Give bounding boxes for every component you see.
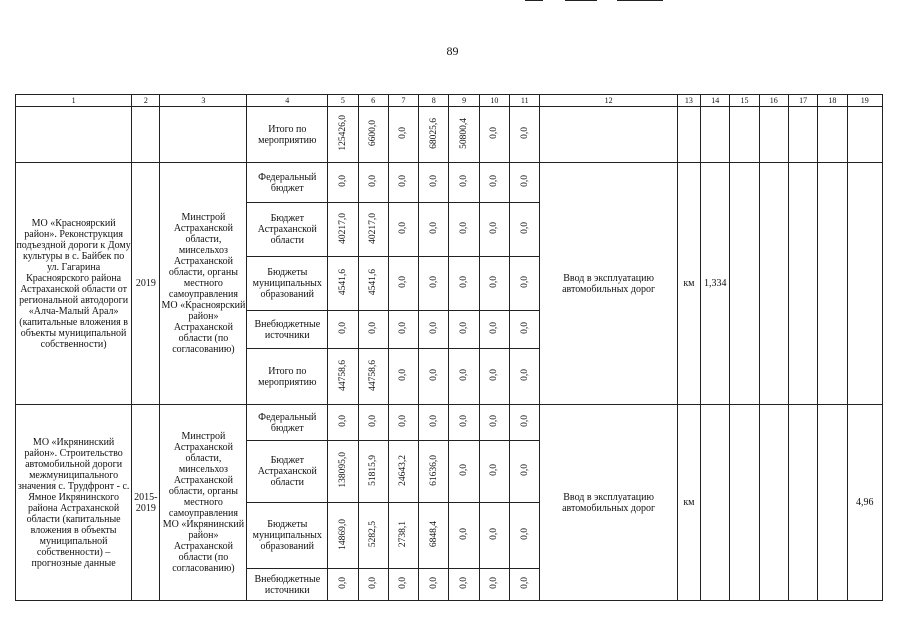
- column-number: 19: [847, 95, 882, 107]
- column-number: 2: [132, 95, 160, 107]
- value-cell: 0,0: [358, 405, 388, 441]
- years-cell: 2019: [132, 163, 160, 405]
- indicator-cell: Внебюджетные источники: [247, 569, 328, 601]
- value-cell: 68025,6: [419, 107, 449, 163]
- value-cell: 5282,5: [358, 503, 388, 569]
- value-cell: 125426,0: [328, 107, 358, 163]
- value-cell: 0,0: [479, 349, 509, 405]
- value-cell: 0,0: [328, 569, 358, 601]
- municipality-cell: МО «Икрянинский район». Строительство автомобильной дороги межмуниципального значения с. Трудфронт - с. Ямное Икрянинского района Астраханской области (капитальные вложения в объекты муниципальной собственности) – прогнозные данные: [16, 405, 132, 601]
- value-cell: 0,0: [479, 257, 509, 311]
- result-cell: Ввод в эксплуатацию автомобильных дорог: [540, 163, 677, 405]
- column-number: 10: [479, 95, 509, 107]
- value-cell: 2738,1: [388, 503, 418, 569]
- value-cell: 138095,0: [328, 441, 358, 503]
- value-cell: 0,0: [479, 569, 509, 601]
- result-cell: Ввод в эксплуатацию автомобильных дорог: [540, 405, 677, 601]
- unit-cell: [677, 107, 700, 163]
- column-number: 11: [510, 95, 540, 107]
- value-cell: 40217,0: [358, 203, 388, 257]
- value-cell: 50800,4: [449, 107, 479, 163]
- value-cell: 0,0: [449, 569, 479, 601]
- table-row: [16, 405, 883, 441]
- value-cell: 0,0: [510, 349, 540, 405]
- executor-cell: Минстрой Астраханской области, минсельхоз Астраханской области, органы местного самоуправления МО «Красноярский район» Астраханской области (по согласованию): [160, 163, 247, 405]
- column-number: 18: [818, 95, 847, 107]
- column-number: 1: [16, 95, 132, 107]
- value-cell: 0,0: [419, 569, 449, 601]
- indicator-cell: Итого по мероприятию: [247, 349, 328, 405]
- budget-table: [15, 94, 883, 601]
- value-cell: 0,0: [388, 569, 418, 601]
- target-cell: [730, 107, 759, 163]
- value-cell: 0,0: [449, 257, 479, 311]
- executor-cell: [160, 107, 247, 163]
- value-cell: 0,0: [388, 203, 418, 257]
- column-number: 14: [701, 95, 730, 107]
- table-row: [16, 163, 883, 203]
- target-cell: [788, 405, 817, 601]
- column-number: 7: [388, 95, 418, 107]
- column-number: 5: [328, 95, 358, 107]
- value-cell: 6848,4: [419, 503, 449, 569]
- value-cell: 0,0: [419, 163, 449, 203]
- column-number: 8: [419, 95, 449, 107]
- value-cell: 0,0: [510, 441, 540, 503]
- value-cell: 40217,0: [328, 203, 358, 257]
- value-cell: 0,0: [449, 311, 479, 349]
- target-cell-2015: 1,334: [701, 163, 730, 405]
- column-number-row: [16, 95, 883, 107]
- executor-cell: Минстрой Астраханской области, минсельхоз Астраханской области, органы местного самоуправления МО «Икрянинский район» Астраханской области (по согласованию): [160, 405, 247, 601]
- value-cell: 44758,6: [358, 349, 388, 405]
- indicator-cell: Бюджеты муниципальных образований: [247, 257, 328, 311]
- value-cell: 61636,0: [419, 441, 449, 503]
- value-cell: 0,0: [419, 203, 449, 257]
- indicator-cell: Итого по мероприятию: [247, 107, 328, 163]
- value-cell: 0,0: [328, 405, 358, 441]
- value-cell: 0,0: [510, 257, 540, 311]
- years-cell: [132, 107, 160, 163]
- value-cell: 0,0: [479, 163, 509, 203]
- value-cell: 0,0: [388, 163, 418, 203]
- value-cell: 0,0: [388, 349, 418, 405]
- column-number: 3: [160, 95, 247, 107]
- target-cell-2019: 4,96: [847, 405, 882, 601]
- value-cell: 6600,0: [358, 107, 388, 163]
- value-cell: 0,0: [388, 257, 418, 311]
- value-cell: 0,0: [388, 405, 418, 441]
- years-cell: 2015-2019: [132, 405, 160, 601]
- target-cell: [788, 163, 817, 405]
- value-cell: 0,0: [419, 349, 449, 405]
- value-cell: 0,0: [479, 107, 509, 163]
- indicator-cell: Бюджет Астраханской области: [247, 203, 328, 257]
- column-number: 16: [759, 95, 788, 107]
- value-cell: 0,0: [479, 405, 509, 441]
- value-cell: 51815,9: [358, 441, 388, 503]
- value-cell: 0,0: [358, 311, 388, 349]
- value-cell: 0,0: [449, 163, 479, 203]
- value-cell: 0,0: [419, 405, 449, 441]
- value-cell: 0,0: [449, 405, 479, 441]
- target-cell: [730, 163, 759, 405]
- target-cell: [818, 163, 847, 405]
- target-cell-2019: [847, 163, 882, 405]
- value-cell: 0,0: [510, 311, 540, 349]
- value-cell: 0,0: [449, 203, 479, 257]
- value-cell: 0,0: [419, 311, 449, 349]
- result-cell: [540, 107, 677, 163]
- value-cell: 0,0: [388, 311, 418, 349]
- value-cell: 44758,6: [328, 349, 358, 405]
- indicator-cell: Бюджеты муниципальных образований: [247, 503, 328, 569]
- value-cell: 0,0: [358, 163, 388, 203]
- value-cell: 0,0: [479, 311, 509, 349]
- column-number: 13: [677, 95, 700, 107]
- column-number: 15: [730, 95, 759, 107]
- value-cell: 0,0: [419, 257, 449, 311]
- value-cell: 0,0: [479, 503, 509, 569]
- target-cell-2015: [701, 405, 730, 601]
- column-number: 9: [449, 95, 479, 107]
- value-cell: 4541,6: [358, 257, 388, 311]
- page-number: 89: [446, 44, 459, 58]
- value-cell: 0,0: [510, 405, 540, 441]
- target-cell: [759, 405, 788, 601]
- indicator-cell: Федеральный бюджет: [247, 163, 328, 203]
- table-row: [16, 107, 883, 163]
- unit-cell: км: [677, 163, 700, 405]
- municipality-cell: [16, 107, 132, 163]
- value-cell: 4541,6: [328, 257, 358, 311]
- target-cell: [759, 107, 788, 163]
- top-rule-lines: [525, 0, 665, 2]
- column-number: 4: [247, 95, 328, 107]
- target-cell: [788, 107, 817, 163]
- column-number: 6: [358, 95, 388, 107]
- indicator-cell: Внебюджетные источники: [247, 311, 328, 349]
- unit-cell: км: [677, 405, 700, 601]
- value-cell: 0,0: [449, 349, 479, 405]
- column-number: 17: [788, 95, 817, 107]
- value-cell: 0,0: [510, 203, 540, 257]
- value-cell: 0,0: [479, 441, 509, 503]
- indicator-cell: Федеральный бюджет: [247, 405, 328, 441]
- value-cell: 0,0: [328, 163, 358, 203]
- target-cell: [818, 107, 847, 163]
- value-cell: 14869,0: [328, 503, 358, 569]
- value-cell: 0,0: [510, 163, 540, 203]
- target-cell: [818, 405, 847, 601]
- target-cell: [847, 107, 882, 163]
- value-cell: 0,0: [510, 503, 540, 569]
- value-cell: 0,0: [449, 441, 479, 503]
- target-cell: [701, 107, 730, 163]
- value-cell: 0,0: [510, 107, 540, 163]
- municipality-cell: МО «Красноярский район». Реконструкция подъездной дороги к Дому культуры в с. Байбек по ул. Гагарина Красноярского района Астраханской области от региональной автодороги «Алча-Малый Арал» (капитальные вложения в объекты муниципальной собственности): [16, 163, 132, 405]
- value-cell: 0,0: [328, 311, 358, 349]
- target-cell: [759, 163, 788, 405]
- value-cell: 24643,2: [388, 441, 418, 503]
- indicator-cell: Бюджет Астраханской области: [247, 441, 328, 503]
- value-cell: 0,0: [388, 107, 418, 163]
- value-cell: 0,0: [449, 503, 479, 569]
- column-number: 12: [540, 95, 677, 107]
- value-cell: 0,0: [358, 569, 388, 601]
- value-cell: 0,0: [479, 203, 509, 257]
- target-cell: [730, 405, 759, 601]
- value-cell: 0,0: [510, 569, 540, 601]
